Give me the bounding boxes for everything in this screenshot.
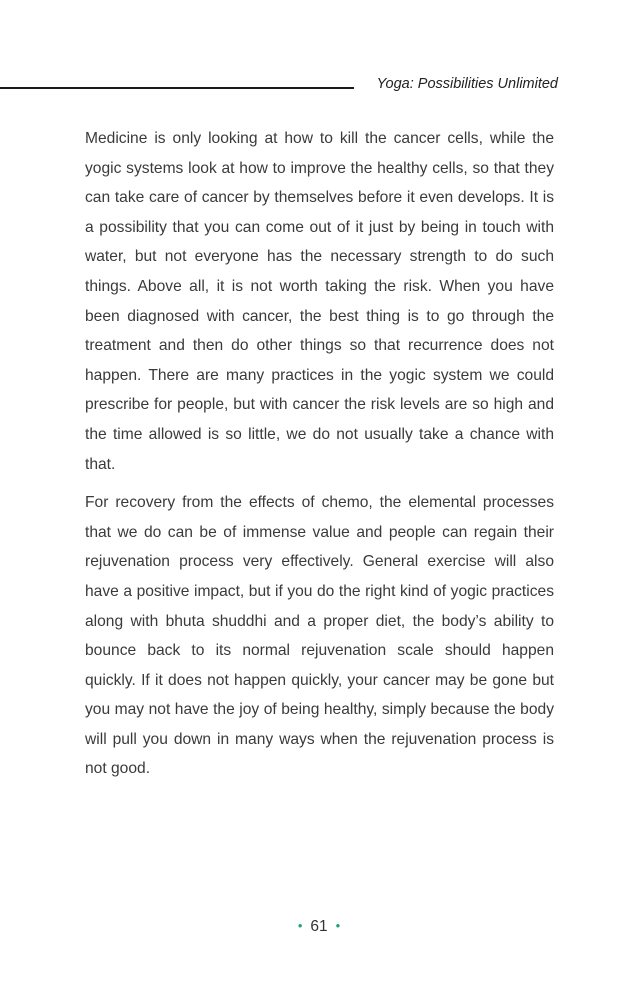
paragraph-2: For recovery from the effects of chemo, the elemental processes that we do can be of immense value and people can regain their rejuvenation process very effectively. General exercise will also have a positive impact, but if you do the right kind of yogic practices along with bhuta shuddhi and a proper diet, the body’s ability to bounce back to its normal rejuvenation scale should happen quickly. If it does not happen quickly, your cancer may be gone but you may not have the joy of being healthy, simply because the body will pull you down in many ways when the rejuvenation process is not good. — [85, 494, 554, 778]
body-text — [85, 124, 554, 793]
paragraph-1: Medicine is only looking at how to kill the cancer cells, while the yogic systems look at how to improve the healthy cells, so that they can take care of cancer by themselves before it even develops. It is a possibility that you can come out of it just by being in touch with water, but not everyone has the necessary strength to do such things. Above all, it is not worth taking the risk. When you have been diagnosed with cancer, the best thing is to go through the treatment and then do other things so that recurrence does not happen. There are many practices in the yogic system we could prescribe for people, but with cancer the risk levels are so high and the time allowed is so little, we do not usually take a chance with that. — [85, 130, 554, 473]
page-footer — [0, 918, 638, 936]
header-rule — [0, 87, 354, 89]
running-header-title: Yoga: Possibilities Unlimited — [376, 76, 558, 92]
page-number: 61 — [310, 918, 328, 935]
bullet-left-icon: • — [297, 918, 303, 933]
bullet-right-icon: • — [335, 918, 341, 933]
